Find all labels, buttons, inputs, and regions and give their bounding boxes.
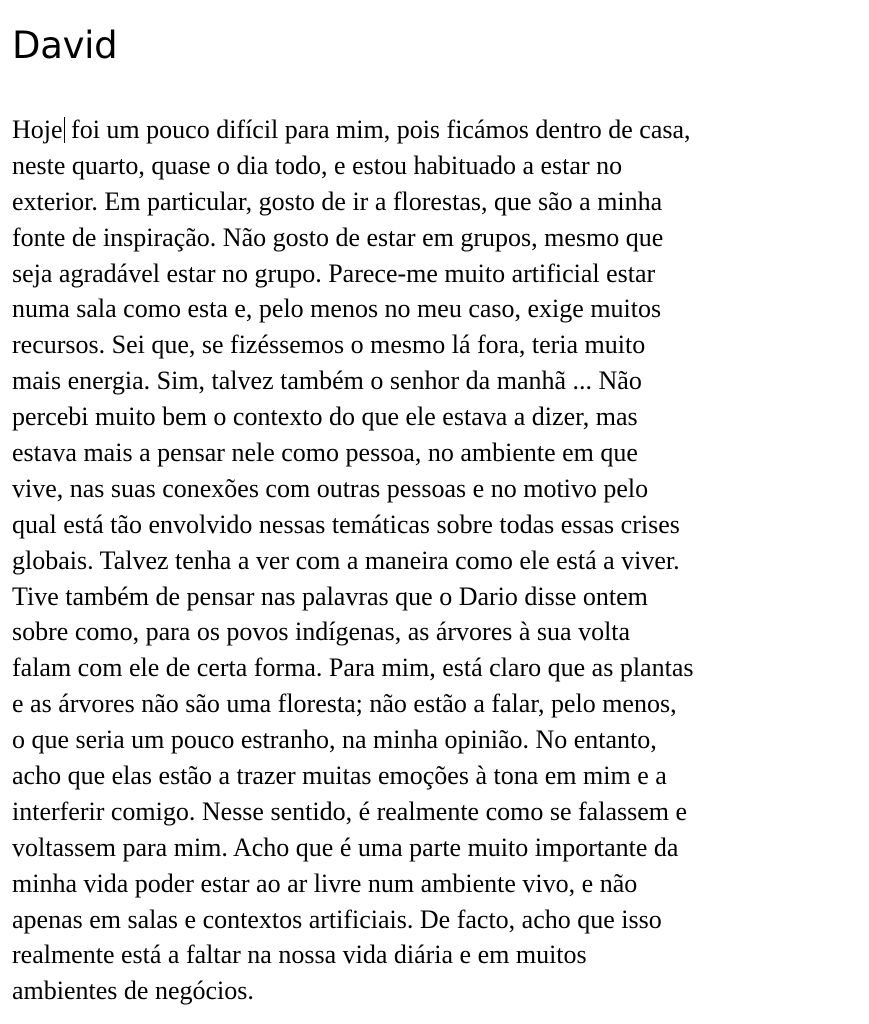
text-line: estava mais a pensar nele como pessoa, no ambiente em que bbox=[12, 438, 638, 468]
text-line: seja agradável estar no grupo. Parece-me muito artificial estar bbox=[12, 258, 656, 288]
text-line: realmente está a faltar na nossa vida diária e em muitos bbox=[12, 940, 587, 970]
text-before-caret: Hoje bbox=[12, 115, 63, 144]
text-line: ambientes de negócios. bbox=[12, 976, 254, 1006]
document-title: David bbox=[12, 24, 118, 67]
text-line: apenas em salas e contextos artificiais. De facto, acho que isso bbox=[12, 904, 662, 934]
text-line: acho que elas estão a trazer muitas emoções à tona em mim e a bbox=[12, 761, 667, 791]
text-line: globais. Talvez tenha a ver com a maneira como ele está a viver. bbox=[12, 545, 680, 575]
text-line: qual está tão envolvido nessas temáticas sobre todas essas crises bbox=[12, 509, 680, 539]
text-line: mais energia. Sim, talvez também o senhor da manhã ... Não bbox=[12, 366, 642, 396]
text-line: o que seria um pouco estranho, na minha opinião. No entanto, bbox=[12, 725, 657, 755]
text-line: exterior. Em particular, gosto de ir a florestas, que são a minha bbox=[12, 186, 663, 216]
text-line: interferir comigo. Nesse sentido, é realmente como se falassem e bbox=[12, 796, 688, 826]
text-line: neste quarto, quase o dia todo, e estou habituado a estar no bbox=[12, 150, 623, 180]
text-line: vive, nas suas conexões com outras pessoas e no motivo pelo bbox=[12, 473, 649, 503]
text-line: recursos. Sei que, se fizéssemos o mesmo lá fora, teria muito bbox=[12, 330, 646, 360]
document-body[interactable] bbox=[12, 112, 693, 1009]
text-line: Tive também de pensar nas palavras que o Dario disse ontem bbox=[12, 581, 648, 611]
text-line: percebi muito bem o contexto do que ele estava a dizer, mas bbox=[12, 402, 638, 432]
text-line: falam com ele de certa forma. Para mim, está claro que as plantas bbox=[12, 653, 694, 683]
text-line: voltassem para mim. Acho que é uma parte muito importante da bbox=[12, 832, 679, 862]
text-line-1 bbox=[12, 112, 693, 148]
text-line: minha vida poder estar ao ar livre num ambiente vivo, e não bbox=[12, 868, 638, 898]
text-line: sobre como, para os povos indígenas, as árvores à sua volta bbox=[12, 617, 631, 647]
text-line: fonte de inspiração. Não gosto de estar em grupos, mesmo que bbox=[12, 222, 664, 252]
text-line: e as árvores não são uma floresta; não estão a falar, pelo menos, bbox=[12, 689, 677, 719]
text-line: numa sala como esta e, pelo menos no meu caso, exige muitos bbox=[12, 294, 662, 324]
text-after-caret: foi um pouco difícil para mim, pois ficámos dentro de casa, bbox=[64, 115, 691, 144]
